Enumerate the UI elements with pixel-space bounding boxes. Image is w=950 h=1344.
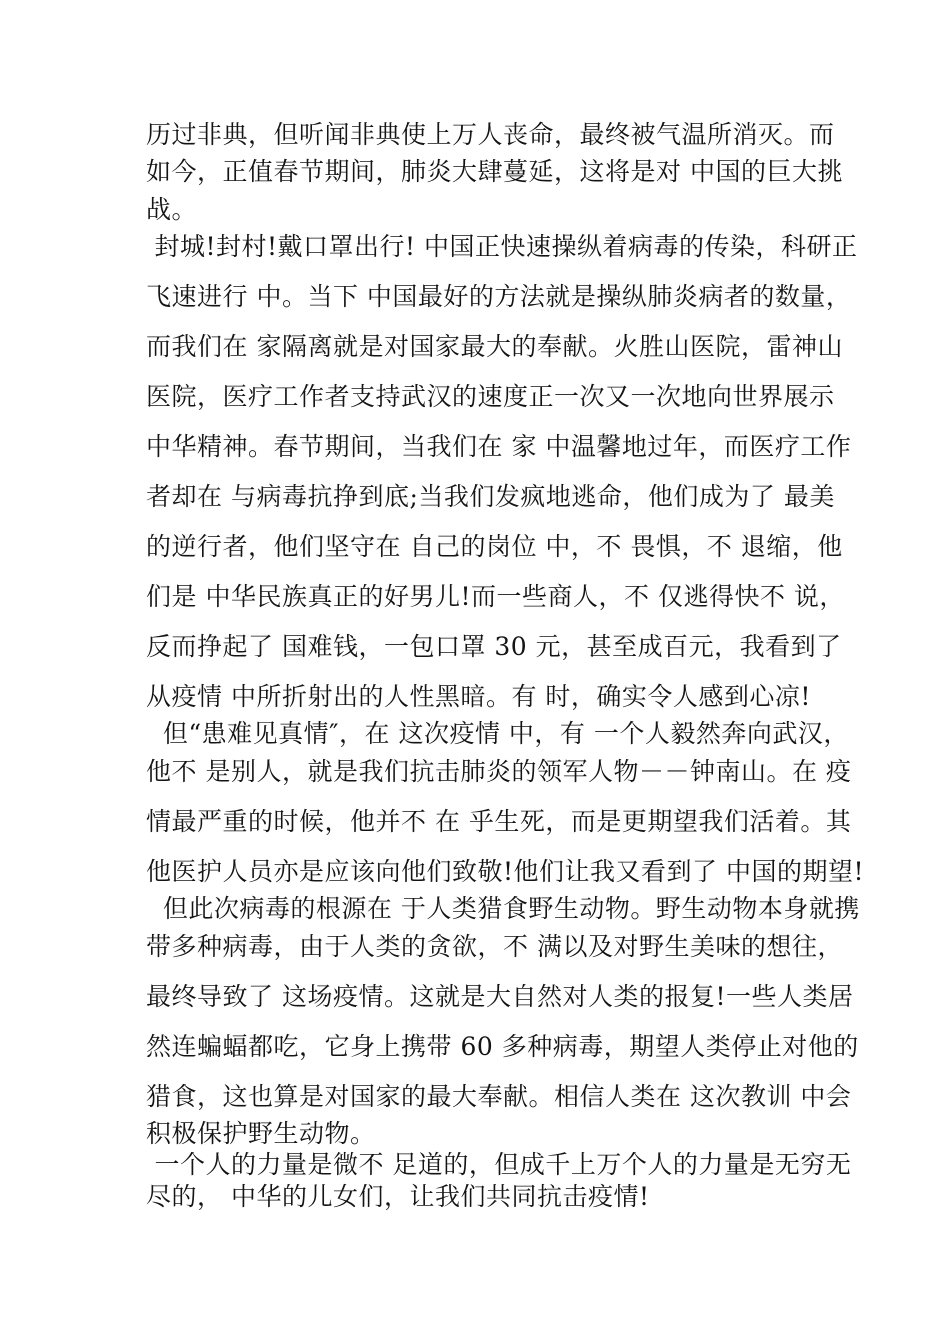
- text-line: 而我们在 家隔离就是对国家最大的奉献。火胜山医院，雷神山: [146, 332, 843, 361]
- text-line: 最终导致了 这场疫情。这就是大自然对人类的报复!一些人类居: [146, 982, 854, 1011]
- text-line: 一个人的力量是微不 足道的，但成千上万个人的力量是无穷无: [146, 1150, 852, 1179]
- text-line: 的逆行者，他们坚守在 自己的岗位 中，不 畏惧，不 退缩，他: [146, 532, 843, 561]
- text-line: 但此次病毒的根源在 于人类猎食野生动物。野生动物本身就携: [146, 894, 860, 923]
- text-line: 他不 是别人，就是我们抗击肺炎的领军人物－－钟南山。在 疫: [146, 757, 852, 786]
- text-line: 积极保护野生动物。: [146, 1119, 376, 1148]
- text-line: 历过非典，但听闻非典使上万人丧命，最终被气温所消灭。而: [146, 120, 835, 149]
- text-line: 封城!封村!戴口罩出行! 中国正快速操纵着病毒的传染，科研正: [146, 232, 858, 261]
- text-line: 猎食，这也算是对国家的最大奉献。相信人类在 这次教训 中会: [146, 1082, 852, 1111]
- text-line: 者却在 与病毒抗挣到底;当我们发疯地逃命，他们成为了 最美: [146, 482, 835, 511]
- text-line: 飞速进行 中。当下 中国最好的方法就是操纵肺炎病者的数量，: [146, 282, 852, 311]
- text-line: 中华精神。春节期间，当我们在 家 中温馨地过年，而医疗工作: [146, 432, 852, 461]
- text-line: 带多种病毒，由于人类的贪欲，不 满以及对野生美味的想往，: [146, 932, 843, 961]
- text-line: 尽的， 中华的儿女们，让我们共同抗击疫情!: [146, 1182, 650, 1211]
- text-line: 们是 中华民族真正的好男儿!而一些商人，不 仅逃得快不 说，: [146, 582, 845, 611]
- text-line: 然连蝙蝠都吃，它身上携带 60 多种病毒，期望人类停止对他的: [146, 1032, 859, 1061]
- text-line: 但“患难见真情″，在 这次疫情 中，有 一个人毅然奔向武汉，: [146, 719, 849, 748]
- text-line: 战。: [146, 195, 198, 224]
- text-line: 反而挣起了 国难钱，一包口罩 30 元，甚至成百元，我看到了: [146, 632, 842, 661]
- text-line: 他医护人员亦是应该向他们致敬!他们让我又看到了 中国的期望!: [146, 857, 865, 886]
- text-line: 医院，医疗工作者支持武汉的速度正一次又一次地向世界展示: [146, 382, 835, 411]
- text-line: 如今，正值春节期间，肺炎大肆蔓延，这将是对 中国的巨大挑: [146, 157, 843, 186]
- text-line: 从疫情 中所折射出的人性黑暗。有 时，确实令人感到心凉!: [146, 682, 811, 711]
- text-line: 情最严重的时候，他并不 在 乎生死，而是更期望我们活着。其: [146, 807, 852, 836]
